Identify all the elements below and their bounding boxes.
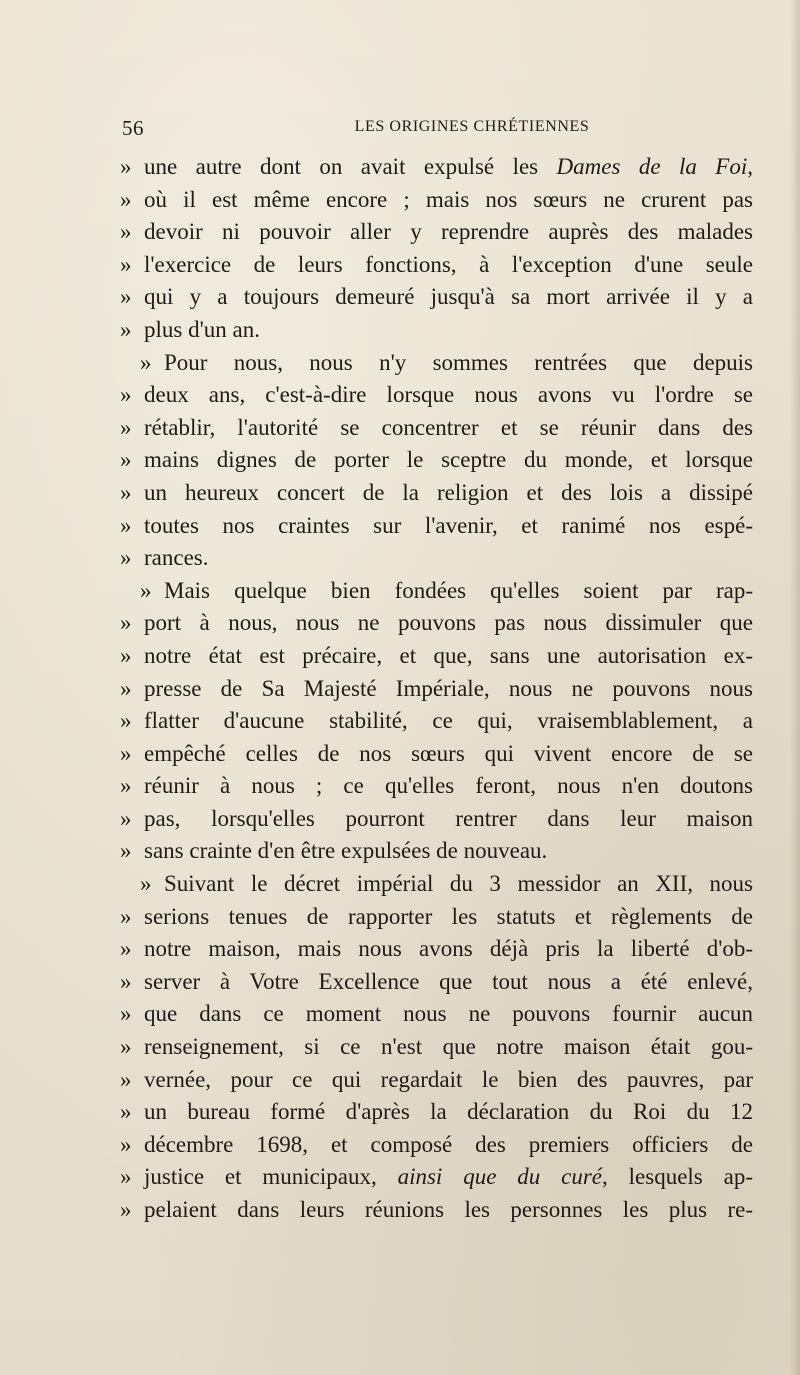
line-text-tail: ,: [747, 154, 753, 179]
line-text: serions tenues de rapporter les statuts et règlements de: [144, 903, 753, 929]
line-text: devoir ni pouvoir aller y reprendre auprès des malades: [144, 219, 753, 245]
quote-mark: »: [120, 838, 132, 864]
quote-mark: »: [120, 1034, 132, 1060]
quote-mark: »: [120, 1164, 132, 1190]
quote-mark: »: [120, 154, 132, 179]
body-text: [120, 151, 753, 1227]
line-text: toutes nos craintes sur l'avenir, et ranimé nos espé-: [144, 512, 753, 538]
quote-mark: »: [120, 382, 132, 408]
page-number: 56: [122, 116, 144, 140]
quote-mark: »: [120, 1066, 132, 1092]
text-line: [120, 314, 753, 347]
quote-mark: »: [120, 316, 132, 342]
line-text: un bureau formé d'après la déclaration du Roi du 12: [144, 1099, 753, 1125]
quote-mark: »: [120, 1001, 132, 1027]
page-edge-shadow: [790, 0, 800, 1375]
text-line: [120, 151, 753, 184]
line-text: server à Votre Excellence que tout nous a été enlevé,: [144, 968, 753, 994]
quote-mark: »: [120, 610, 132, 636]
line-text: où il est même encore ; mais nos sœurs ne crurent pas: [144, 186, 753, 212]
line-text: vernée, pour ce qui regardait le bien des pauvres, par: [144, 1066, 753, 1092]
text-line: [120, 347, 753, 380]
text-line: [120, 542, 753, 575]
line-text: plus d'un an.: [144, 316, 260, 342]
quote-mark: »: [120, 773, 132, 799]
text-line: [120, 216, 753, 249]
text-line: [120, 1064, 753, 1097]
line-text: qui y a toujours demeuré jusqu'à sa mort arrivée il y a: [144, 284, 753, 310]
text-line: [120, 803, 753, 836]
italic-text: ainsi que du curé: [397, 1164, 603, 1190]
line-text: Mais quelque bien fondées qu'elles soient par rap-: [164, 577, 753, 603]
quote-mark: »: [140, 577, 152, 603]
text-line: [120, 966, 753, 999]
text-line: [120, 1031, 753, 1064]
line-text: mains dignes de porter le sceptre du monde, et lorsque: [144, 447, 753, 473]
quote-mark: »: [120, 186, 132, 212]
line-text: réunir à nous ; ce qu'elles feront, nous n'en doutons: [144, 773, 753, 799]
line-text: presse de Sa Majesté Impériale, nous ne pouvons nous: [144, 675, 753, 701]
quote-mark: »: [120, 740, 132, 766]
text-line: [120, 933, 753, 966]
italic-text: Dames de la Foi: [556, 154, 748, 179]
line-text: pas, lorsqu'elles pourront rentrer dans leur maison: [144, 805, 753, 831]
text-line: [120, 444, 753, 477]
quote-mark: »: [120, 512, 132, 538]
text-line: [120, 738, 753, 771]
line-text: rances.: [144, 545, 209, 571]
text-line: [120, 379, 753, 412]
quote-mark: »: [120, 903, 132, 929]
quote-mark: »: [140, 349, 152, 375]
text-line: [120, 510, 753, 543]
quote-mark: »: [120, 642, 132, 668]
text-line: [120, 673, 753, 706]
quote-mark: »: [140, 871, 152, 897]
quote-mark: »: [120, 219, 132, 245]
quote-mark: »: [120, 251, 132, 277]
text-line: [120, 998, 753, 1031]
text-line: [120, 1129, 753, 1162]
text-line: [120, 868, 753, 901]
line-text: notre état est précaire, et que, sans une autorisation ex-: [144, 642, 753, 668]
line-text: Pour nous, nous n'y sommes rentrées que depuis: [164, 349, 753, 375]
line-text: deux ans, c'est-à-dire lorsque nous avons vu l'ordre se: [144, 382, 753, 408]
line-text: décembre 1698, et composé des premiers officiers de: [144, 1131, 753, 1157]
running-title: LES ORIGINES CHRÉTIENNES: [354, 118, 590, 135]
line-text: port à nous, nous ne pouvons pas nous dissimuler que: [144, 610, 753, 636]
quote-mark: »: [120, 675, 132, 701]
page-header: [122, 116, 752, 140]
line-text: une autre dont on avait expulsé les: [144, 154, 557, 179]
text-line: [120, 281, 753, 314]
line-text: empêché celles de nos sœurs qui vivent encore de se: [144, 740, 753, 766]
text-line: [120, 607, 753, 640]
text-line: [120, 901, 753, 934]
quote-mark: »: [120, 1197, 132, 1222]
text-line: [120, 575, 753, 608]
quote-mark: »: [120, 447, 132, 473]
quote-mark: »: [120, 936, 132, 962]
quote-mark: »: [120, 805, 132, 831]
text-line: [120, 770, 753, 803]
line-text: pelaient dans leurs réunions les personnes les plus re-: [144, 1197, 753, 1222]
quote-mark: »: [120, 968, 132, 994]
quote-mark: »: [120, 545, 132, 571]
text-line: [120, 1161, 753, 1194]
line-text-tail: , lesquels ap-: [602, 1164, 753, 1190]
line-text: notre maison, mais nous avons déjà pris la liberté d'ob-: [144, 936, 753, 962]
line-text: l'exercice de leurs fonctions, à l'exception d'une seule: [144, 251, 753, 277]
line-text: que dans ce moment nous ne pouvons fournir aucun: [144, 1001, 753, 1027]
line-text: sans crainte d'en être expulsées de nouveau.: [144, 838, 548, 864]
quote-mark: »: [120, 414, 132, 440]
text-line: [120, 1194, 753, 1227]
text-line: [120, 705, 753, 738]
line-text: rétablir, l'autorité se concentrer et se réunir dans des: [144, 414, 753, 440]
quote-mark: »: [120, 284, 132, 310]
text-line: [120, 640, 753, 673]
text-line: [120, 184, 753, 217]
quote-mark: »: [120, 708, 132, 734]
quote-mark: »: [120, 1099, 132, 1125]
line-text: Suivant le décret impérial du 3 messidor an XII, nous: [164, 871, 753, 897]
text-line: [120, 412, 753, 445]
quote-mark: »: [120, 479, 132, 505]
text-line: [120, 835, 753, 868]
line-text: flatter d'aucune stabilité, ce qui, vraisemblablement, a: [144, 708, 753, 734]
line-text: renseignement, si ce n'est que notre maison était gou-: [144, 1034, 753, 1060]
line-text: un heureux concert de la religion et des lois a dissipé: [144, 479, 753, 505]
text-line: [120, 1096, 753, 1129]
text-line: [120, 477, 753, 510]
line-text: justice et municipaux,: [144, 1164, 398, 1190]
quote-mark: »: [120, 1131, 132, 1157]
text-line: [120, 249, 753, 282]
